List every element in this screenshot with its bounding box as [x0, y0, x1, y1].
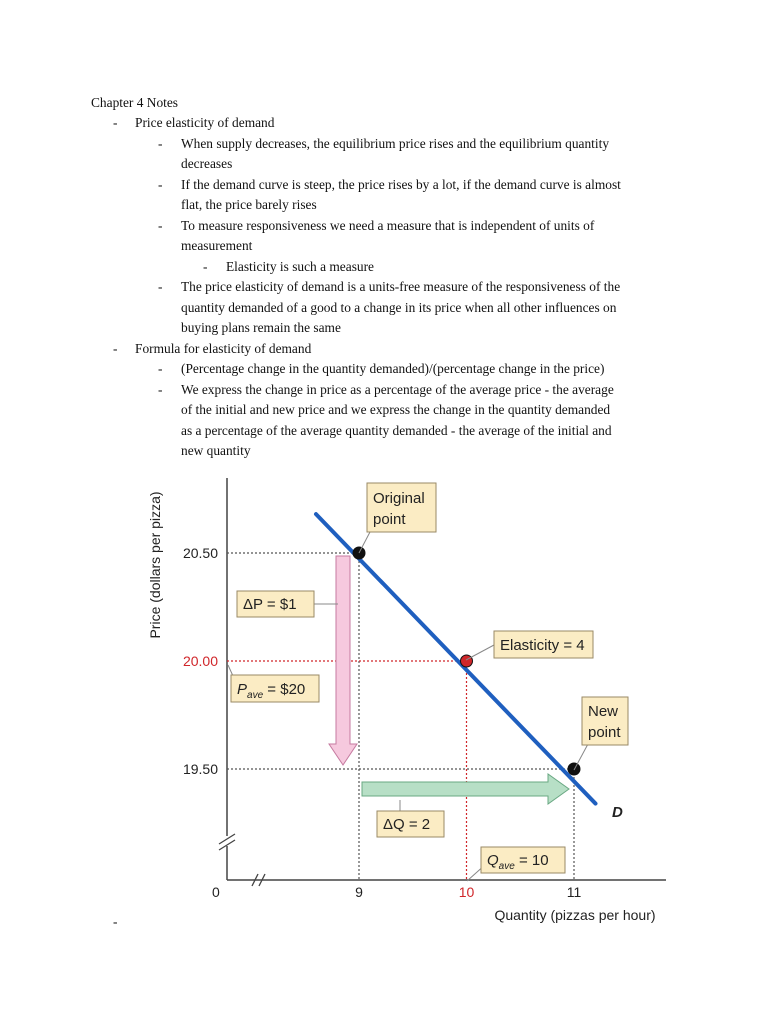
- bullet-text: quantity demanded of a good to a change in its price when all other influences on: [181, 300, 617, 315]
- elasticity-connector: [466, 645, 494, 660]
- elasticity-point-marker: [461, 655, 473, 667]
- bullet-text: When supply decreases, the equilibrium price rises and the equilibrium quantity: [181, 136, 610, 151]
- section-heading-formula: Formula for elasticity of demand: [135, 341, 312, 356]
- bullet-text: measurement: [181, 238, 253, 253]
- sub-bullet-text: Elasticity is such a measure: [226, 259, 374, 274]
- y-tick-19-50: 19.50: [182, 761, 218, 777]
- bullet-text: To measure responsiveness we need a measure that is independent of units of: [181, 218, 595, 233]
- delta-q-label: ΔQ = 2: [383, 816, 431, 833]
- bullet-dash: -: [158, 382, 163, 397]
- delta-p-label: ΔP = $1: [243, 596, 297, 613]
- bullet-text: decreases: [181, 156, 233, 171]
- bullet-text: The price elasticity of demand is a units-free measure of the responsiveness of the: [181, 279, 621, 294]
- new-point-label-line1: New: [588, 703, 619, 720]
- bullet-text: If the demand curve is steep, the price rises by a lot, if the demand curve is almost: [181, 177, 621, 192]
- bullet-dash: -: [158, 218, 163, 233]
- y-axis-title: Price (dollars per pizza): [147, 491, 163, 639]
- y-tick-20-50: 20.50: [182, 545, 218, 561]
- elasticity-label: Elasticity = 4: [500, 637, 585, 654]
- bullet-text: flat, the price barely rises: [181, 197, 317, 212]
- p-ave-connector: [228, 665, 233, 676]
- bullet-dash: -: [113, 115, 118, 130]
- x-tick-9: 9: [355, 884, 363, 900]
- new-point-connector: [574, 744, 588, 770]
- bullet-text: (Percentage change in the quantity demanded)/(percentage change in the price): [181, 361, 605, 376]
- x-tick-11: 11: [566, 884, 582, 900]
- bullet-dash: -: [158, 361, 163, 376]
- quantity-change-arrow: [362, 774, 569, 804]
- bullet-text: as a percentage of the average quantity demanded - the average of the initial and: [181, 423, 612, 438]
- origin-label: 0: [212, 884, 220, 900]
- doc-title: Chapter 4 Notes: [91, 95, 179, 110]
- x-axis-title: Quantity (pizzas per hour): [494, 907, 656, 923]
- bullet-text: new quantity: [181, 443, 251, 458]
- bullet-dash: -: [158, 177, 163, 192]
- elasticity-chart: [140, 470, 680, 930]
- original-point-label-line1: Original: [373, 490, 425, 507]
- y-tick-20-00: 20.00: [182, 653, 218, 669]
- chart-marks: [183, 514, 596, 900]
- bullet-dash: -: [113, 914, 118, 929]
- x-tick-10: 10: [458, 884, 475, 900]
- bullet-text: buying plans remain the same: [181, 320, 341, 335]
- section-heading-price-elasticity: Price elasticity of demand: [135, 115, 275, 130]
- original-point-label-line2: point: [373, 511, 406, 528]
- bullet-dash: -: [113, 341, 118, 356]
- new-point-label-line2: point: [588, 724, 621, 741]
- q-ave-label: $Q_{ave} = 10$: [487, 852, 549, 872]
- bullet-text: We express the change in price as a percentage of the average price - the average: [181, 382, 614, 397]
- bullet-dash: -: [158, 136, 163, 151]
- bullet-dash: -: [158, 279, 163, 294]
- bullet-text: of the initial and new price and we express the change in the quantity demanded: [181, 402, 611, 417]
- bullet-dash: -: [203, 259, 208, 274]
- p-ave-label: $P_{ave}$ = $20: [237, 681, 306, 701]
- demand-curve-label: D: [612, 804, 623, 821]
